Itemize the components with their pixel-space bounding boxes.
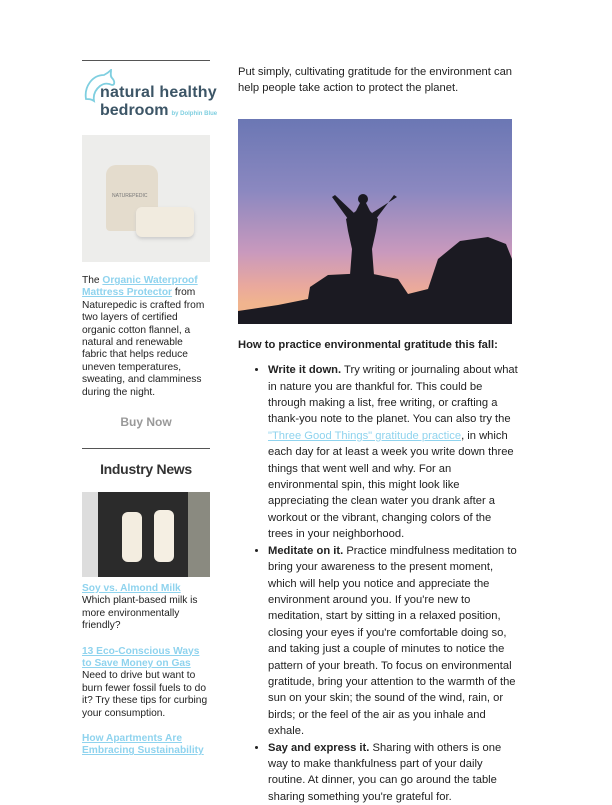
sidebar (82, 60, 218, 758)
news-link[interactable]: 13 Eco-Conscious Ways to Save Money on Gas (82, 645, 200, 669)
three-good-things-link[interactable]: "Three Good Things" gratitude practice (268, 429, 462, 442)
logo-line1: natural healthy (100, 84, 217, 101)
product-description: The Organic Waterproof Mattress Protector from Naturepedic is crafted from two layers of certified organic cotton flannel, a natural and renewable fabric that helps reduce uneven temperatures, sweating, and clamminess during the night. (82, 275, 205, 398)
tip-item: • Say and express it. Sharing with others is one way to make thankfulness part of your daily routine. At dinner, you can go around the table sharing something you're grateful for. (268, 740, 518, 805)
tip-item: • Write it down. Try writing or journaling about what in nature you are thankful for. This could be through making a list, free writing, or crafting a thank-you note to the planet. You can also try the "Three Good Things" gratitude practice, in which each day for at least a week you write down three things that went well and why. For an environmental spin, this might look like appreciating the clean water you drank after a workout or the vibrant, changing colors of the trees in your neighborhood. (268, 362, 518, 542)
news-link[interactable]: Soy vs. Almond Milk (82, 582, 181, 594)
tip-item: • Meditate on it. Practice mindfulness meditation to bring your awareness to the present moment, which will help you notice and appreciate the environment around you. If you're new to meditation, start by sitting in a relaxed position, closing your eyes if you're comfortable doing so, and taking just a couple of minutes to notice the pattern of your breath. To focus on environmental gratitude, bring your attention to the warmth of the sun on your skin; the sound of the wind, rain, or birds; or the feel of the air as you inhale and exhale. (268, 543, 518, 740)
product-brand: NATUREPEDIC (112, 193, 148, 199)
product-link[interactable]: Organic Waterproof Mattress Protector (82, 275, 198, 299)
news-link[interactable]: How Apartments Are Embracing Sustainability (82, 732, 204, 757)
article (238, 64, 518, 805)
news-item: 13 Eco-Conscious Ways to Save Money on Gas Need to drive but want to burn fewer fossil fuels to do it? Try these tips for curbing your consumption. (82, 645, 208, 719)
news-item (82, 733, 210, 758)
news-image[interactable] (82, 492, 210, 577)
product-image[interactable] (82, 135, 210, 262)
news-item: Soy vs. Almond Milk Which plant-based milk is more environmentally friendly? (82, 582, 198, 632)
divider (82, 60, 210, 61)
hero-image (238, 119, 512, 324)
logo-by: by Dolphin Blue (171, 111, 218, 117)
silhouette-landscape-icon (238, 119, 512, 324)
intro-text: Put simply, cultivating gratitude for the environment can help people take action to protect the planet. (238, 66, 513, 95)
buy-now-button[interactable]: Buy Now (120, 415, 172, 430)
howto-heading: How to practice environmental gratitude this fall: (238, 338, 498, 351)
logo[interactable] (82, 69, 218, 121)
logo-line2: bedroom (100, 102, 169, 119)
tips-list (238, 362, 518, 805)
industry-news-heading: Industry News (100, 461, 192, 478)
divider (82, 448, 210, 449)
